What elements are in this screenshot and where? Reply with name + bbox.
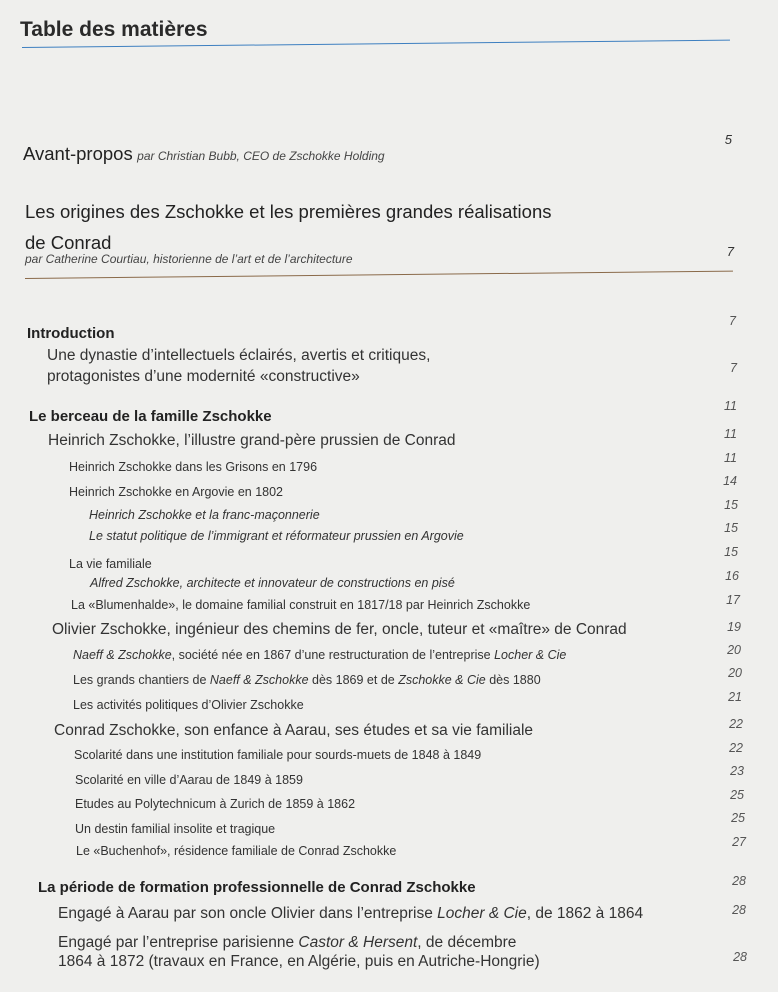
toc-page: 15	[724, 545, 738, 559]
toc-page: 22	[729, 741, 743, 755]
chapter-title-line1: Les origines des Zschokke et les premières grandes réalisations	[25, 201, 552, 222]
toc-entry-part: Naeff & Zschokke	[209, 673, 309, 687]
toc-entry[interactable]: Le statut politique de l’immigrant et réformateur prussien en Argovie	[89, 529, 464, 543]
toc-entry[interactable]: Alfred Zschokke, architecte et innovateur de constructions en pisé	[90, 576, 455, 590]
toc-entry[interactable]: Un destin familial insolite et tragique	[75, 822, 276, 836]
toc-entry[interactable]: La «Blumenhalde», le domaine familial construit en 1817/18 par Heinrich Zschokke	[71, 598, 531, 612]
toc-page: 15	[724, 498, 738, 512]
toc-entry-part: dès 1869 et de	[308, 673, 399, 687]
avant-propos-author: par Christian Bubb, CEO de Zschokke Holding	[137, 149, 385, 163]
toc-entry-part: , société née en 1867 d’une restructuration de l’entreprise	[171, 648, 495, 662]
toc-page: 27	[732, 835, 746, 849]
toc-page: 28	[732, 874, 746, 888]
toc-entry-part: Naeff & Zschokke	[73, 648, 172, 662]
page-title: Table des matières	[20, 18, 208, 41]
toc-entry[interactable]: Etudes au Polytechnicum à Zurich de 1859 à 1862	[75, 797, 356, 811]
toc-page: 11	[724, 399, 737, 413]
toc-page: 25	[730, 788, 744, 802]
toc-entry[interactable]: La vie familiale	[69, 557, 152, 571]
toc-entry[interactable]: Le «Buchenhof», résidence familiale de Conrad Zschokke	[76, 844, 397, 858]
toc-entry[interactable]: Heinrich Zschokke en Argovie en 1802	[69, 485, 284, 499]
toc-entry[interactable]	[73, 648, 566, 662]
chapter-divider	[25, 271, 733, 279]
toc-page: 20	[728, 666, 742, 680]
toc-entry[interactable]	[58, 905, 643, 923]
toc-entry[interactable]: Heinrich Zschokke dans les Grisons en 1796	[69, 460, 318, 474]
toc-entry-part: Castor & Hersent	[298, 934, 418, 951]
toc-entry-part: Locher & Cie	[437, 905, 527, 922]
toc-entry[interactable]	[73, 673, 541, 687]
toc-page: 11	[724, 451, 737, 465]
toc-avant-propos[interactable]	[23, 143, 385, 165]
toc-page: 22	[729, 717, 743, 731]
toc-entry[interactable]: Scolarité dans une institution familiale pour sourds-muets de 1848 à 1849	[74, 748, 482, 762]
toc-entry[interactable]: Scolarité en ville d’Aarau de 1849 à 1859	[75, 773, 303, 787]
toc-page: 28	[733, 950, 747, 964]
toc-section-berceau[interactable]: Le berceau de la famille Zschokke	[29, 408, 272, 425]
toc-page: 15	[724, 521, 738, 535]
chapter-author: par Catherine Courtiau, historienne de l’art et de l’architecture	[25, 252, 353, 266]
avant-propos-page: 5	[724, 132, 732, 147]
toc-entry-part: Zschokke & Cie	[398, 673, 486, 687]
toc-page: 19	[727, 620, 741, 634]
toc-entry-part: Locher & Cie	[494, 648, 567, 662]
toc-entry[interactable]: Heinrich Zschokke, l’illustre grand-père prussien de Conrad	[48, 432, 456, 449]
toc-page: 14	[723, 474, 737, 488]
toc-page: 16	[725, 569, 739, 583]
chapter-page: 7	[726, 244, 734, 259]
toc-section-formation[interactable]: La période de formation professionnelle de Conrad Zschokke	[38, 879, 476, 896]
chapter-title-line2: de Conrad	[25, 232, 112, 253]
toc-page: 7	[730, 361, 737, 375]
toc-page: 23	[730, 764, 744, 778]
avant-propos-title: Avant-propos	[23, 143, 133, 164]
toc-page: 11	[724, 427, 737, 441]
toc-entry[interactable]: Conrad Zschokke, son enfance à Aarau, ses études et sa vie familiale	[54, 722, 534, 739]
toc-entry-part: , de 1862 à 1864	[526, 905, 644, 922]
toc-entry-line2[interactable]: protagonistes d’une modernité «constructive»	[47, 368, 360, 385]
toc-page: 17	[726, 593, 740, 607]
toc-page: 21	[728, 690, 742, 704]
toc-page: 28	[732, 903, 746, 917]
toc-entry-part: Engagé par l’entreprise parisienne	[58, 934, 299, 951]
toc-page: 25	[731, 811, 745, 825]
toc-entry-introduction[interactable]: Introduction	[27, 325, 115, 342]
toc-entry-part: Les grands chantiers de	[73, 673, 210, 687]
toc-entry-part: Engagé à Aarau par son oncle Olivier dans l’entreprise	[58, 905, 438, 922]
toc-entry-part: , de décembre	[417, 934, 517, 951]
toc-entry-line2[interactable]: 1864 à 1872 (travaux en France, en Algérie, puis en Autriche-Hongrie)	[58, 953, 540, 970]
toc-entry-line1[interactable]: Une dynastie d’intellectuels éclairés, avertis et critiques,	[47, 347, 431, 364]
toc-page: 7	[729, 314, 736, 328]
toc-entry[interactable]: Heinrich Zschokke et la franc-maçonnerie	[89, 508, 320, 522]
toc-entry[interactable]: Olivier Zschokke, ingénieur des chemins de fer, oncle, tuteur et «maître» de Conrad	[52, 621, 627, 638]
toc-entry-part: dès 1880	[485, 673, 541, 687]
toc-entry[interactable]: Les activités politiques d’Olivier Zschokke	[73, 698, 304, 712]
toc-entry-line1[interactable]	[58, 934, 516, 952]
toc-page: 20	[727, 643, 741, 657]
